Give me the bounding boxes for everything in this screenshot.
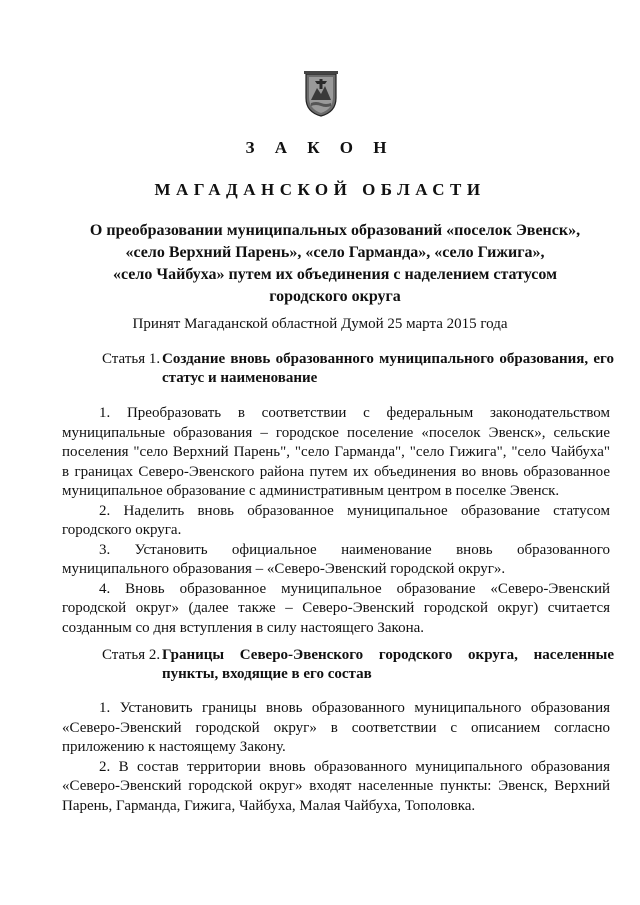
document-title-line: «село Чайбуха» путем их объединения с наделением статусом: [113, 266, 557, 283]
article-1-heading: [62, 350, 614, 388]
article-title: Границы Северо-Эвенского городского округа, населенные пункты, входящие в его состав: [162, 647, 614, 682]
adoption-note: Принят Магаданской областной Думой 25 марта 2015 года: [132, 316, 508, 332]
coat-of-arms-icon: [303, 70, 339, 118]
article-label: Статья 1.: [102, 351, 161, 367]
paragraph: 3. Установить официальное наименование вновь образованного муниципального образования – «Северо-Эвенский городской округ».: [62, 541, 610, 577]
paragraph: 1. Преобразовать в соответствии с федеральным законодательством муниципальные образования – городское поселение «поселок Эвенск», сельские поселения "село Верхний Парень", "село Гарманда", "село Гижига", "село Чайбуха" в границах Северо-Эвенского района путем их объединения во вновь образованное муниципальное образование с административным центром в поселке Эвенск.: [62, 405, 610, 499]
document-title-line: О преобразовании муниципальных образований «поселок Эвенск»,: [89, 222, 581, 239]
article-2-heading: [62, 646, 614, 684]
region-title: МАГАДАНСКОЙ ОБЛАСТИ: [154, 180, 486, 199]
paragraph: 1. Установить границы вновь образованного муниципального образования «Северо-Эвенский городской округ» в соответствии с описанием согласно приложению к настоящему Закону.: [62, 700, 610, 755]
article-2-body: [62, 699, 610, 816]
document-title: [60, 220, 610, 308]
document-title-line: «село Верхний Парень», «село Гарманда», «село Гижига»,: [125, 244, 545, 261]
article-1-body: [62, 404, 610, 638]
law-title: З А К О Н: [245, 138, 395, 157]
article-label: Статья 2.: [102, 647, 161, 663]
paragraph: 2. В состав территории вновь образованного муниципального образования «Северо-Эвенский городской округ» входят населенные пункты: Эвенск, Верхний Парень, Гарманда, Гижига, Чайбуха, Малая Чайбуха, Тополовка.: [62, 758, 610, 814]
paragraph: 2. Наделить вновь образованное муниципальное образование статусом городского округа.: [62, 502, 610, 538]
paragraph: 4. Вновь образованное муниципальное образование «Северо-Эвенский городской округ» (далее также – Северо-Эвенский городской округ) считается созданным со дня вступления в силу настоящего Закона.: [62, 580, 610, 636]
document-title-line: городского округа: [269, 288, 401, 305]
article-title: Создание вновь образованного муниципального образования, его статус и наименование: [162, 351, 614, 386]
